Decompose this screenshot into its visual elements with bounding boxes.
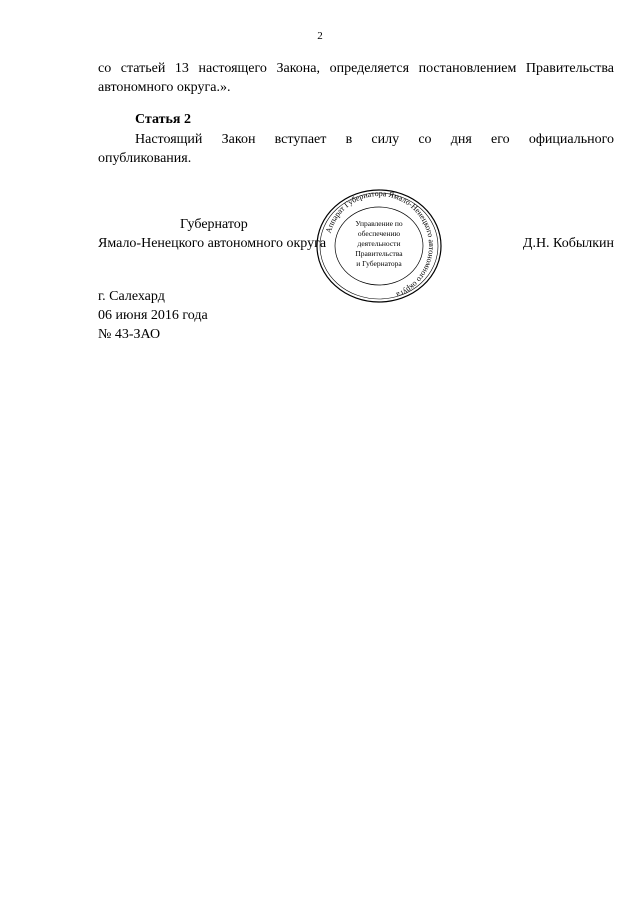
seal-center-line: и Губернатора <box>356 259 402 268</box>
seal-center-line: Правительства <box>355 249 403 258</box>
date: 06 июня 2016 года <box>98 308 208 323</box>
paragraph-continuation <box>98 59 614 97</box>
paragraph-line: автономного округа.». <box>98 80 231 95</box>
city: г. Салехард <box>98 289 165 304</box>
law-number: № 43-ЗАО <box>98 327 161 342</box>
seal-center-line: обеспечению <box>357 229 401 238</box>
page-number: 2 <box>317 30 323 42</box>
signatory-name: Д.Н. Кобылкин <box>522 236 614 251</box>
place-date-block <box>98 287 208 344</box>
official-seal <box>314 187 444 305</box>
article-line: Настоящий Закон вступает в силу со дня его официального <box>135 132 614 147</box>
seal-center-line: деятельности <box>357 239 401 248</box>
article-heading: Статья 2 <box>135 112 191 127</box>
signatory-title: Губернатор <box>180 217 248 232</box>
article-body <box>98 130 614 168</box>
article-line: опубликования. <box>98 151 192 166</box>
signatory-region: Ямало-Ненецкого автономного округа <box>98 236 327 251</box>
seal-ring-text: Аппарат Губернатора Ямало-Ненецкого автономного округа <box>323 188 437 300</box>
seal-center-line: Управление по <box>355 219 403 228</box>
paragraph-line: со статьей 13 настоящего Закона, определяется постановлением Правительства <box>98 61 614 76</box>
